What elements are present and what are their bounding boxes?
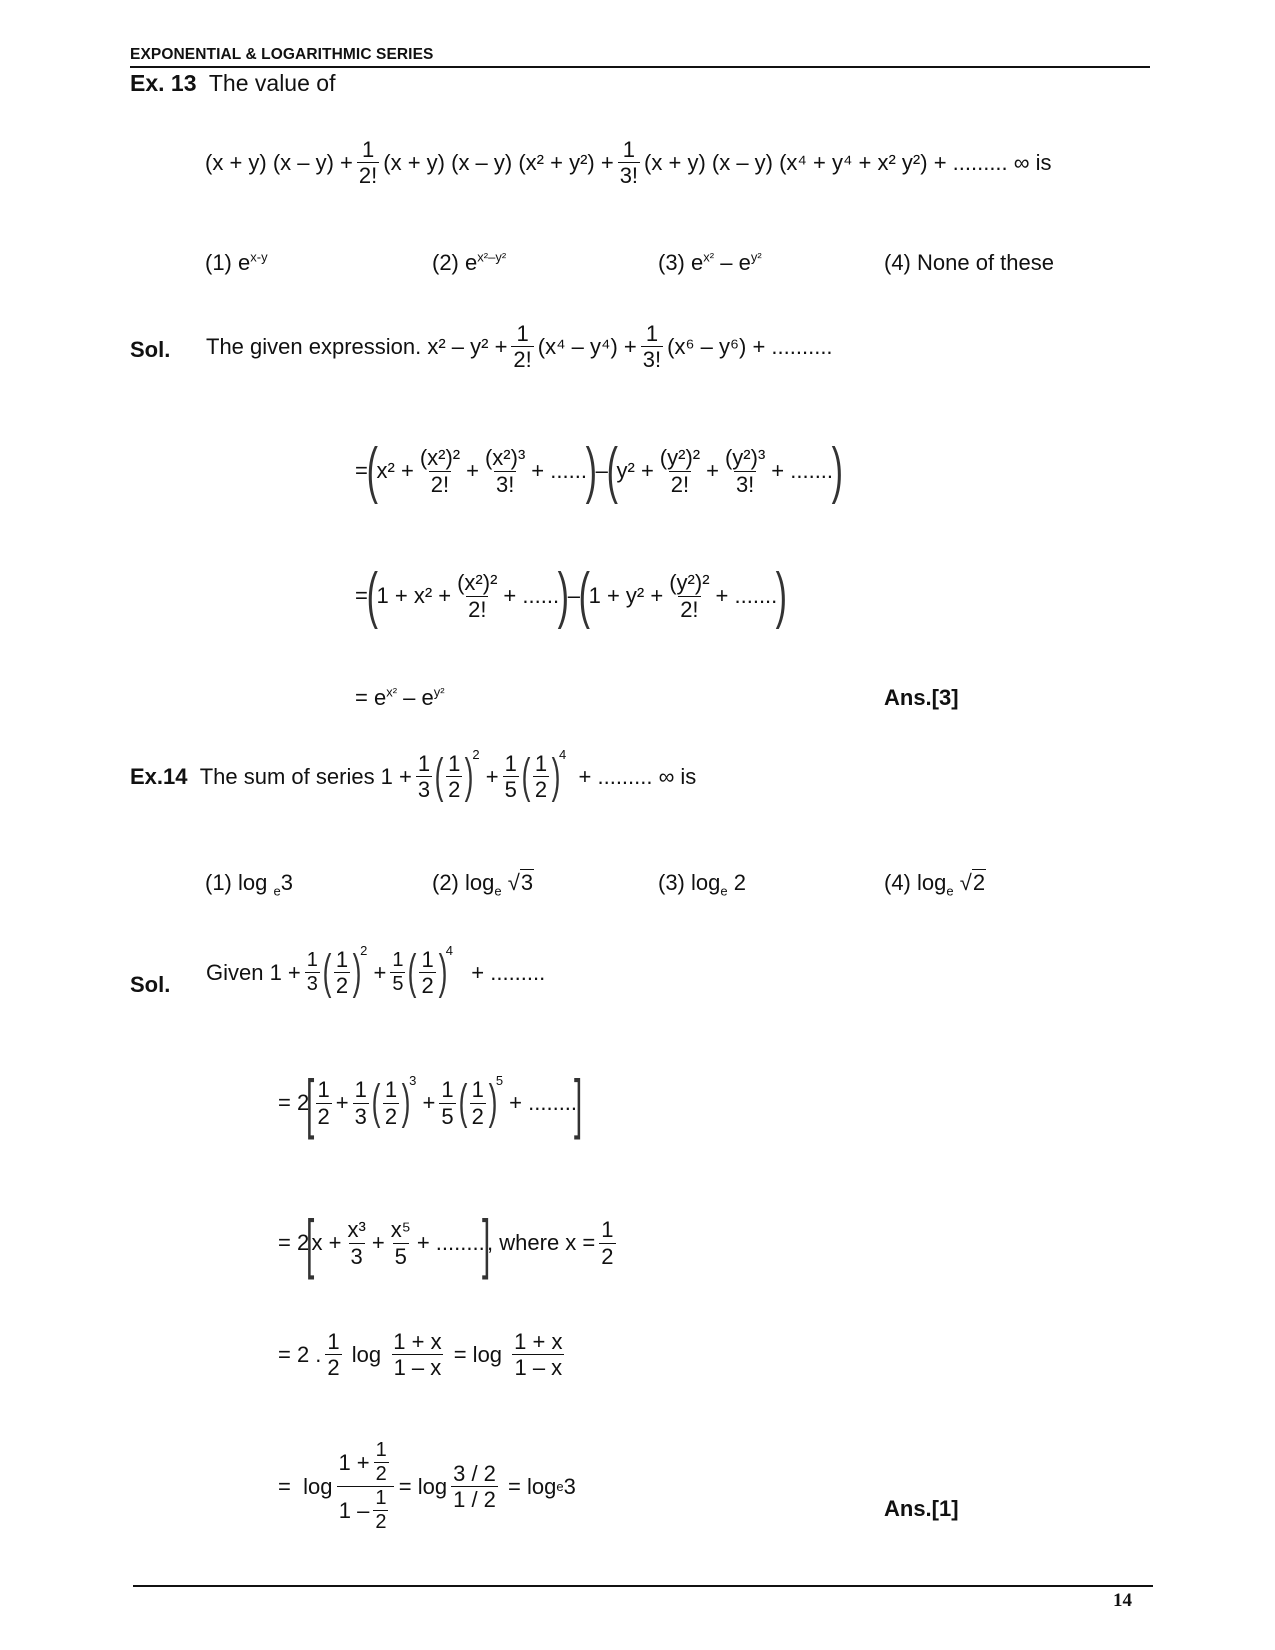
sqrt-symbol: √2 [959, 870, 986, 895]
right-bracket: ] [574, 1066, 583, 1140]
ex14-sol-line5: = log 1 + $\frac{1}{2}$ 1 – $\frac{1}{2}$ = log $\frac{3 / 2}{1 / 2}$ = log e 3 [278, 1439, 576, 1533]
ex13-question: The value of [208, 70, 336, 96]
ex13-option-4: (4) None of these [884, 250, 1054, 275]
ex14-sol-line1: Given 1 + $\frac{1}{3}$ ( $\frac{1}{2}$ ) $^2$ + $\frac{1}{5}$ ( $\frac{1}{2}$ ) $^4$ + ......... [206, 942, 546, 999]
expr-term: (x + y) (x – y) (x² + y²) + [383, 149, 614, 175]
ex13-label: Ex. 13 [130, 70, 197, 96]
sqrt-symbol: √3 [507, 870, 534, 895]
page-number: 14 [1113, 1590, 1132, 1611]
expr-term: (x + y) (x – y) (x⁴ + y⁴ + x² y²) + ......... ∞ is [644, 149, 1052, 175]
ex14-label: Ex.14 [130, 763, 188, 789]
right-paren: ) [831, 436, 844, 505]
ex13-option-1: (1) $e^{x-y}$ [205, 249, 268, 275]
left-bracket: [ [306, 1066, 315, 1140]
ex14-sol-line4: = 2 . $\frac{1}{2}$ log $\frac{1 + x}{1 - x}$ = log $\frac{1 + x}{1 - x}$ [278, 1329, 563, 1381]
ex13-sol-label: Sol. [130, 337, 171, 362]
ex13-sol-line1: The given expression. x² – y² + $\frac{1}{2!}$ (x⁴ – y⁴) + $\frac{1}{3!}$ (x⁶ – y⁶) + .......... [206, 321, 833, 373]
right-paren: ) [585, 436, 597, 505]
ex14-heading: Ex.14 The sum of series 1 + $\frac{1}{3}$ ( $\frac{1}{2}$ ) $^2$ + $\frac{1}{5}$ ( $\frac{1}{2}$ ) $^4$ + ......... ∞ is [130, 746, 697, 803]
ex13-option-2: (2) $e^{x^2-y^2}$ [432, 249, 507, 275]
footer-divider [133, 1585, 1153, 1587]
fraction: $\frac{1}{3!}$ [642, 321, 662, 373]
ex14-sol-line2: = 2 [ $\frac{1}{2}$ + $\frac{1}{3}$ ( $\frac{1}{2}$ ) $^3$ + $\frac{1}{5}$ ( $\frac{1}{2}$ ) $^5$ + ........ ] [278, 1066, 583, 1140]
fraction: $\frac{1}{3!}$ [619, 137, 639, 189]
compound-fraction: 1 + $\frac{1}{2}$ 1 – $\frac{1}{2}$ [336, 1440, 394, 1533]
ex14-option-4: (4) $\log_e √2$ [884, 870, 986, 899]
ex13-expression [205, 138, 1051, 187]
ex13-answer: Ans.[3] [884, 685, 959, 710]
ex14-option-1: (1) log $_e$3 [205, 870, 293, 899]
header-divider [130, 66, 1150, 68]
fraction: $\frac{1}{2!}$ [358, 137, 378, 189]
left-paren: ( [366, 436, 378, 505]
ex14-sol-line3: = 2 [ x + $\frac{\text{x³}}{3}$ + $\frac{\text{x⁵}}{5}$ + ........ ] , where x = $\frac{1}{2}$ [278, 1206, 614, 1280]
ex13-sol-line3: = ( 1 + x² + $\frac{\text{(x²)²}}{2!}$ + ...... ) – ( 1 + y² + $\frac{\text{(y²)²}}{2!}$ + ....... ) [355, 561, 788, 630]
ex13-option-3: (3) $e^{x^2} - e^{y^2}$ [658, 249, 762, 275]
ex14-sol-label: Sol. [130, 972, 171, 997]
fraction: $\frac{1}{2!}$ [513, 321, 532, 373]
running-header: EXPONENTIAL & LOGARITHMIC SERIES [130, 46, 434, 63]
ex14-option-2: (2) $\log_e √3$ [432, 870, 534, 899]
expr-term: (x + y) (x – y) + [205, 149, 353, 175]
ex13-heading [130, 70, 335, 97]
ex14-option-3: (3) $\log_e 2$ [658, 870, 746, 899]
left-paren: ( [606, 436, 618, 505]
ex14-answer: Ans.[1] [884, 1496, 959, 1521]
ex13-sol-line2: = ( x² + $\frac{\text{(x²)²}}{2!}$ + $\frac{\text{(x²)³}}{3!}$ + ...... ) – ( y² + $\frac{\text{(y²)²}}{2!}$ + $\frac{\text{(y²)³}}{3!}$ + ....... ) [355, 436, 844, 505]
ex13-sol-line4: = $e^{x^2} - e^{y^2}$ [355, 684, 445, 710]
